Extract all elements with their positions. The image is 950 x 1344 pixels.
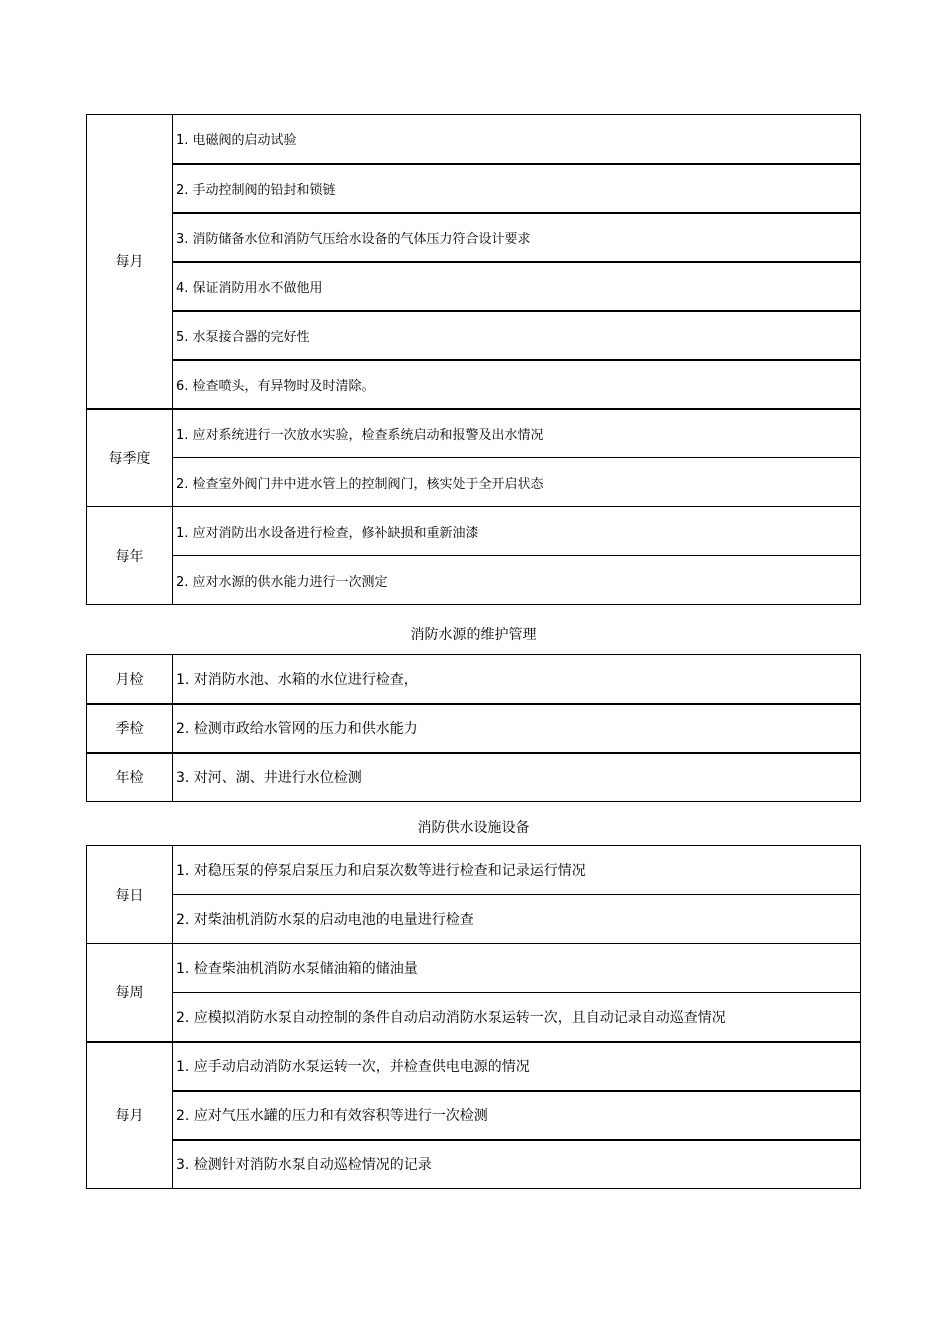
item-cell: 1. 应手动启动消防水泵运转一次，并检查供电电源的情况 xyxy=(173,1042,861,1091)
table-row xyxy=(87,1091,861,1140)
table-row xyxy=(87,1042,861,1091)
item-cell: 2. 应模拟消防水泵自动控制的条件自动启动消防水泵运转一次，且自动记录自动巡查情况 xyxy=(173,993,861,1042)
item-cell: 1. 检查柴油机消防水泵储油箱的储油量 xyxy=(173,944,861,993)
period-cell-monthly: 每月 xyxy=(87,115,173,409)
table-row xyxy=(87,993,861,1042)
table-row xyxy=(87,895,861,944)
period-cell-yearly: 每年 xyxy=(87,507,173,605)
table-row xyxy=(87,360,861,409)
table-row xyxy=(87,311,861,360)
table-row xyxy=(87,262,861,311)
item-cell: 1. 应对系统进行一次放水实验，检查系统启动和报警及出水情况 xyxy=(173,409,861,458)
table-row xyxy=(87,458,861,507)
item-cell: 5. 水泵接合器的完好性 xyxy=(173,311,861,360)
table-row xyxy=(87,213,861,262)
period-cell: 季检 xyxy=(87,704,173,753)
item-cell: 2. 应对气压水罐的压力和有效容积等进行一次检测 xyxy=(173,1091,861,1140)
item-cell: 2. 手动控制阀的铅封和锁链 xyxy=(173,164,861,213)
period-cell-weekly: 每周 xyxy=(87,944,173,1042)
period-cell: 年检 xyxy=(87,753,173,802)
item-cell: 4. 保证消防用水不做他用 xyxy=(173,262,861,311)
period-cell: 月检 xyxy=(87,655,173,704)
item-cell: 1. 对稳压泵的停泵启泵压力和启泵次数等进行检查和记录运行情况 xyxy=(173,846,861,895)
table-row xyxy=(87,1140,861,1189)
period-cell-daily: 每日 xyxy=(87,846,173,944)
table-row xyxy=(87,704,861,753)
section-title-water-source: 消防水源的维护管理 xyxy=(410,627,537,643)
period-cell-quarterly: 每季度 xyxy=(87,409,173,507)
table-row xyxy=(87,164,861,213)
item-cell: 2. 检查室外阀门井中进水管上的控制阀门，核实处于全开启状态 xyxy=(173,458,861,507)
item-cell: 1. 电磁阀的启动试验 xyxy=(173,115,861,164)
section-title-water-supply-equipment: 消防供水设施设备 xyxy=(417,820,530,836)
maintenance-table-1 xyxy=(86,114,861,605)
table-row xyxy=(87,655,861,704)
item-cell: 1. 对消防水池、水箱的水位进行检查， xyxy=(173,655,861,704)
maintenance-table-2 xyxy=(86,654,861,802)
period-cell-monthly: 每月 xyxy=(87,1042,173,1189)
item-cell: 3. 消防储备水位和消防气压给水设备的气体压力符合设计要求 xyxy=(173,213,861,262)
item-cell: 6. 检查喷头，有异物时及时清除。 xyxy=(173,360,861,409)
item-cell: 2. 应对水源的供水能力进行一次测定 xyxy=(173,556,861,605)
maintenance-table-3 xyxy=(86,845,861,1189)
item-cell: 1. 应对消防出水设备进行检查，修补缺损和重新油漆 xyxy=(173,507,861,556)
item-cell: 2. 检测市政给水管网的压力和供水能力 xyxy=(173,704,861,753)
table-row xyxy=(87,846,861,895)
item-cell: 3. 检测针对消防水泵自动巡检情况的记录 xyxy=(173,1140,861,1189)
table-row xyxy=(87,507,861,556)
item-cell: 3. 对河、湖、井进行水位检测 xyxy=(173,753,861,802)
table-row xyxy=(87,753,861,802)
table-row xyxy=(87,556,861,605)
item-cell: 2. 对柴油机消防水泵的启动电池的电量进行检查 xyxy=(173,895,861,944)
table-row xyxy=(87,944,861,993)
table-row xyxy=(87,409,861,458)
table-row xyxy=(87,115,861,164)
